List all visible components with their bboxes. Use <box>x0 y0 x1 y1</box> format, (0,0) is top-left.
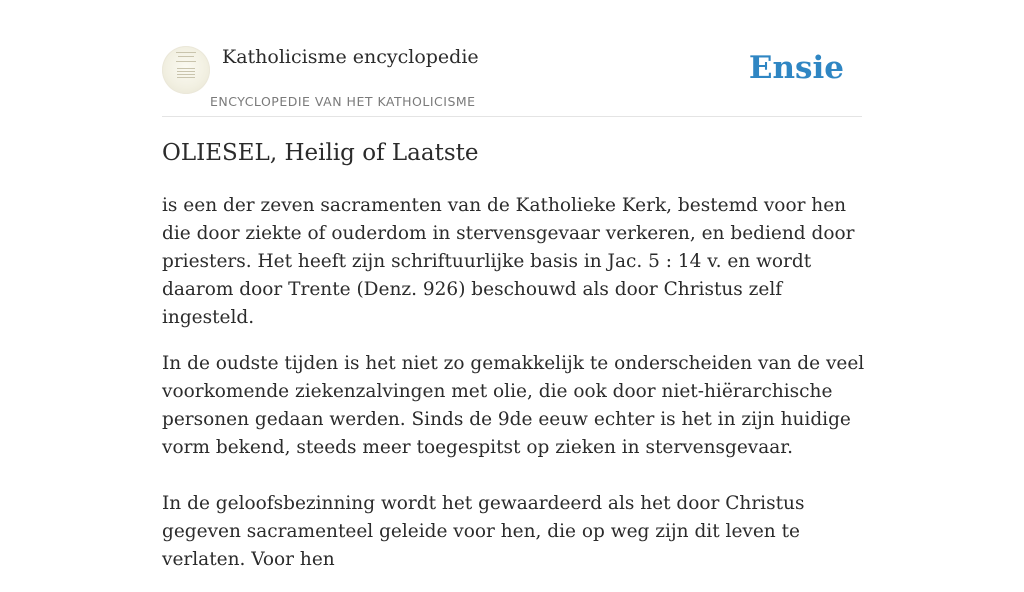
site-header <box>162 40 862 117</box>
site-title[interactable]: Katholicisme encyclopedie <box>222 46 479 68</box>
article-paragraph: In de oudste tijden is het niet zo gemakkelijk te onderscheiden van de veel voorkomende ziekenzalvingen met olie, die ook door niet-hiërarchische personen gedaan werden. Sinds de 9de eeuw echter is het in zijn huidige vorm bekend, steeds meer toegespitst op zieken in stervensgevaar. <box>162 353 865 458</box>
article-paragraph: is een der zeven sacramenten van de Katholieke Kerk, bestemd voor hen die door ziekte of ouderdom in stervensgevaar verkeren, en bediend door priesters. Het heeft zijn schriftuurlijke basis in Jac. 5 : 14 v. en wordt daarom door Trente (Denz. 926) beschouwd als door Christus zelf ingesteld. <box>162 195 855 328</box>
ensie-logo-link[interactable]: Ensie <box>748 50 844 86</box>
book-cover-thumbnail[interactable] <box>162 46 210 94</box>
page-title: OLIESEL, Heilig of Laatste <box>162 140 479 166</box>
article-paragraph: In de geloofsbezinning wordt het gewaardeerd als het door Christus gegeven sacramenteel geleide voor hen, die op weg zijn dit leven te verlaten. Voor hen <box>162 493 805 570</box>
article-body <box>162 192 866 592</box>
site-subtitle: ENCYCLOPEDIE VAN HET KATHOLICISME <box>210 94 476 109</box>
